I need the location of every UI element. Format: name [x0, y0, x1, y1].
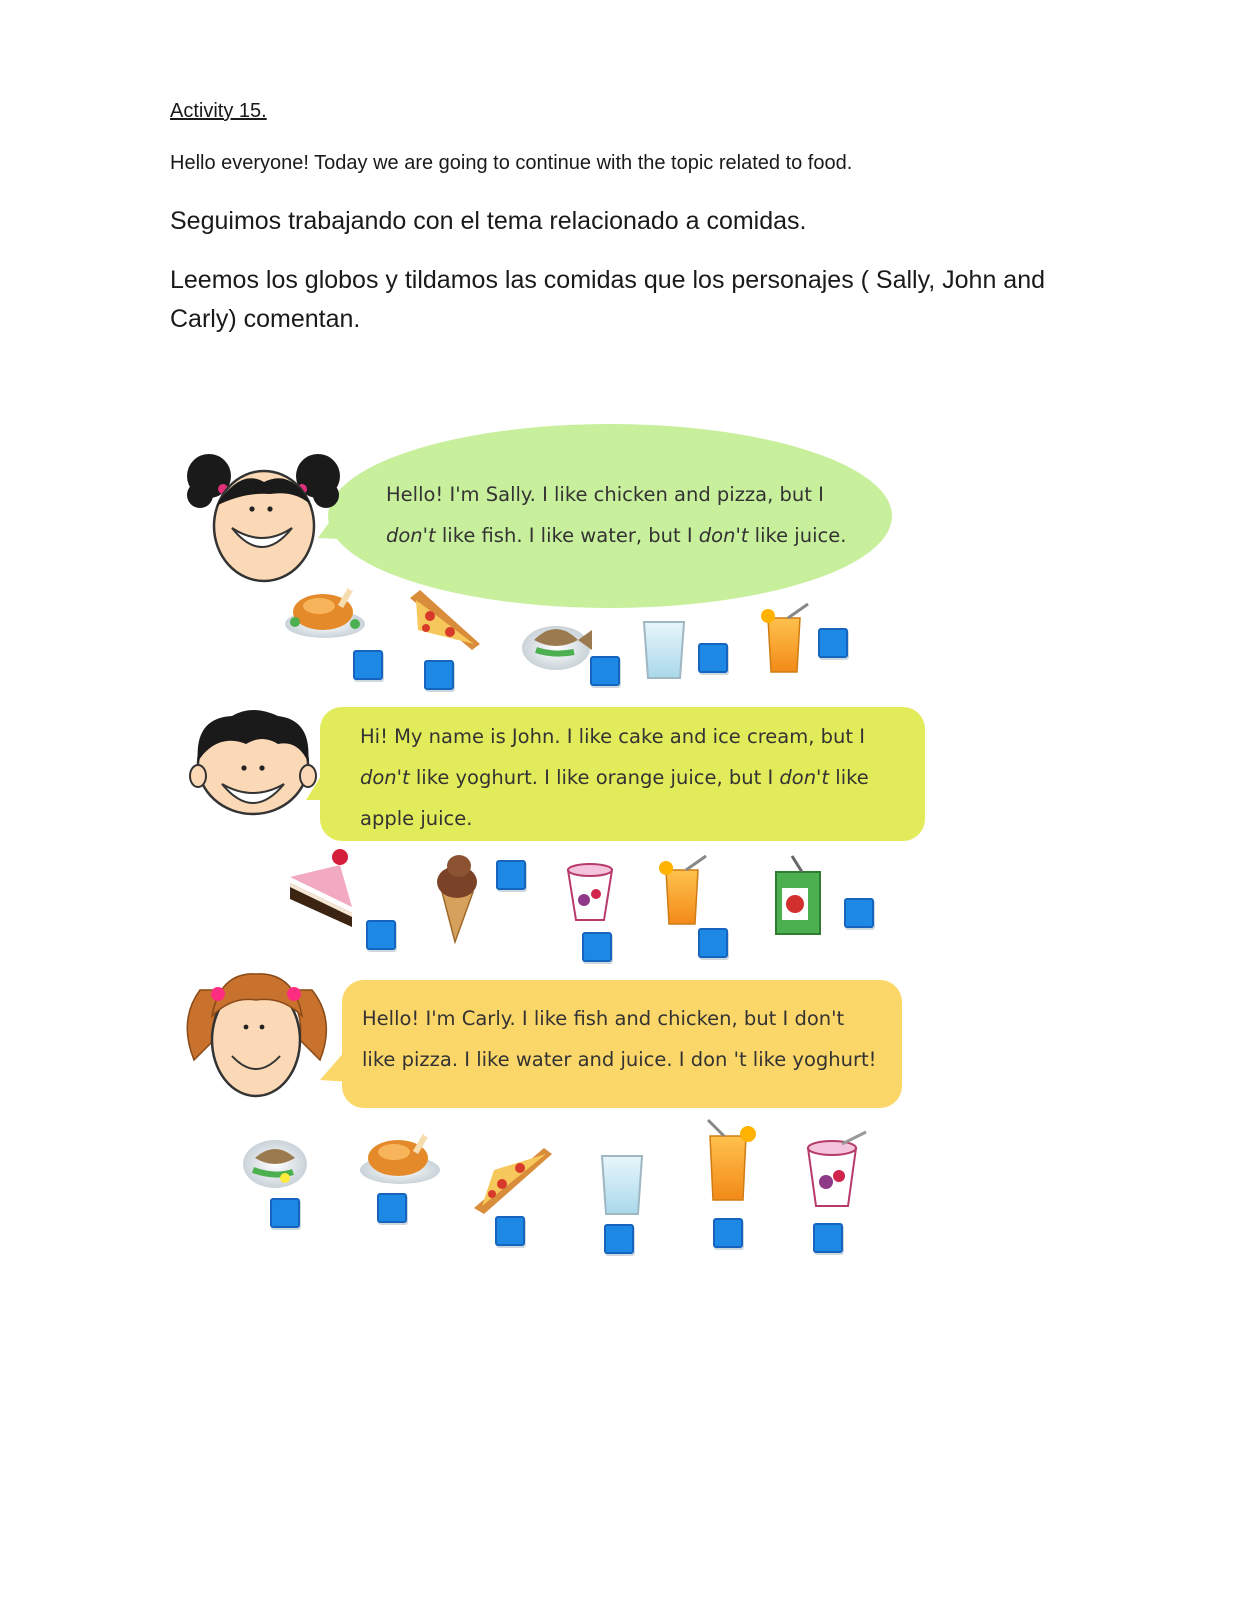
john-face-icon: [190, 710, 316, 814]
carly-juice-checkbox[interactable]: [713, 1218, 743, 1248]
sally-juice-checkbox[interactable]: [818, 628, 848, 658]
john-ice-cream-icon: [437, 855, 477, 942]
carly-yoghurt-checkbox[interactable]: [813, 1223, 843, 1253]
john-line-3: apple juice.: [360, 807, 473, 830]
carly-chicken-checkbox[interactable]: [377, 1193, 407, 1223]
john-orange-juice-icon: [659, 856, 706, 924]
john-yoghurt-checkbox[interactable]: [582, 932, 612, 962]
john-apple-juice-box-icon: [776, 856, 820, 934]
carly-line-2: like pizza. I like water and juice. I don 't like yoghurt!: [362, 1048, 877, 1071]
sally-fish-icon: [522, 626, 592, 670]
sally-pizza-checkbox[interactable]: [424, 660, 454, 690]
carly-yoghurt-icon: [808, 1132, 866, 1206]
john-apple-juice-checkbox[interactable]: [844, 898, 874, 928]
john-line-2: don't like yoghurt. I like orange juice, but I don't like: [360, 766, 869, 789]
john-line-1: Hi! My name is John. I like cake and ice cream, but I: [360, 725, 865, 748]
john-yoghurt-icon: [568, 864, 612, 920]
carly-line-1: Hello! I'm Carly. I like fish and chicken, but I don't: [362, 1007, 845, 1030]
sally-fish-checkbox[interactable]: [590, 656, 620, 686]
carly-fish-icon: [243, 1140, 307, 1188]
carly-fish-checkbox[interactable]: [270, 1198, 300, 1228]
instruction-paragraph-1: Seguimos trabajando con el tema relacionado a comidas.: [170, 207, 807, 235]
sally-water-glass-icon: [644, 622, 684, 678]
sally-pizza-icon: [410, 590, 480, 650]
sally-speech-text: [386, 474, 886, 556]
carly-chicken-icon: [360, 1127, 440, 1184]
intro-text: Hello everyone! Today we are going to continue with the topic related to food.: [170, 152, 853, 174]
activity-title: Activity 15.: [170, 100, 267, 122]
carly-face-icon: [187, 974, 326, 1096]
sally-face-icon: [187, 454, 340, 581]
carly-water-checkbox[interactable]: [604, 1224, 634, 1254]
sally-chicken-icon: [285, 581, 365, 638]
carly-pizza-icon: [474, 1148, 552, 1214]
john-cake-checkbox[interactable]: [366, 920, 396, 950]
sally-water-checkbox[interactable]: [698, 643, 728, 673]
sally-orange-juice-icon: [761, 604, 808, 672]
carly-orange-juice-icon: [708, 1120, 756, 1200]
instruction-paragraph-2: Leemos los globos y tildamos las comidas que los personajes ( Sally, John and Carly) comentan.: [170, 266, 1045, 333]
sally-line-2: don't like fish. I like water, but I don't like juice.: [386, 524, 847, 547]
sally-line-1: Hello! I'm Sally. I like chicken and pizza, but I: [386, 483, 824, 506]
carly-speech-text: [362, 998, 898, 1080]
carly-water-glass-icon: [602, 1156, 642, 1214]
john-orange-juice-checkbox[interactable]: [698, 928, 728, 958]
john-ice-cream-checkbox[interactable]: [496, 860, 526, 890]
john-cake-icon: [290, 849, 352, 927]
carly-pizza-checkbox[interactable]: [495, 1216, 525, 1246]
sally-chicken-checkbox[interactable]: [353, 650, 383, 680]
john-speech-text: [360, 716, 920, 839]
